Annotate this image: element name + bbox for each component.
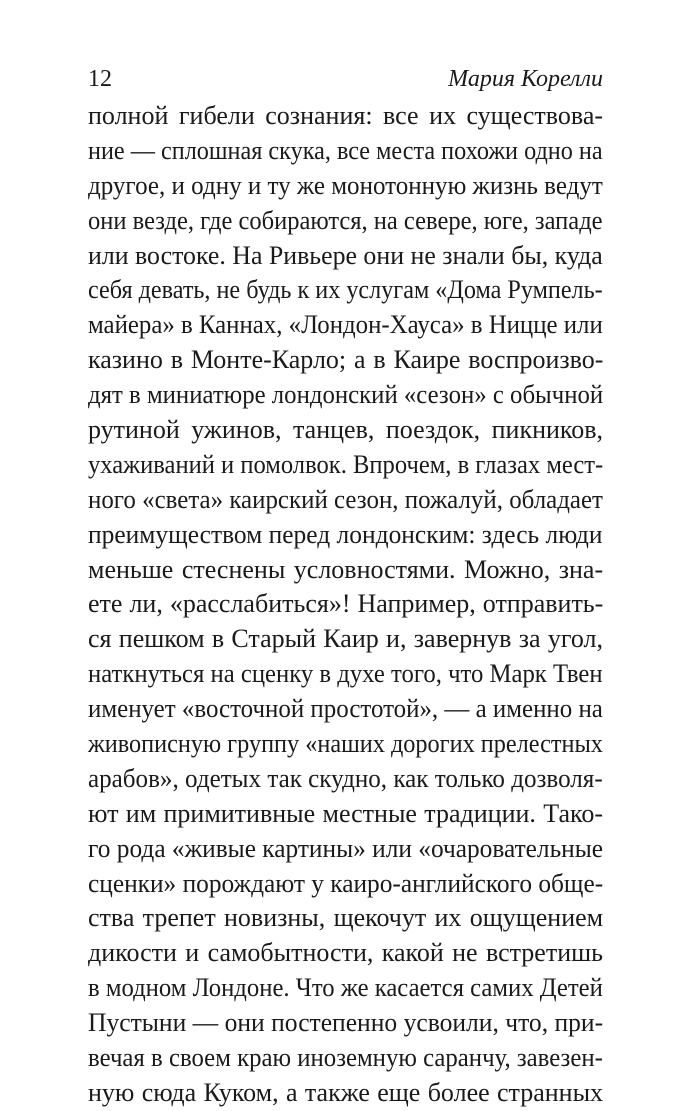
text-line: меньше стеснены условностями. Можно, зна- [88,554,604,584]
text-line: они везде, где собираются, на севере, юге, западе [88,205,603,235]
text-line: другое, и одну и ту же монотонную жизнь ведут [88,170,603,200]
page-number: 12 [88,66,112,92]
text-line: Пустыни — они постепенно усвоили, что, при- [88,1008,604,1038]
text-line: ние — сплошная скука, все места похожи одно на [88,135,603,165]
text-line: рутиной ужинов, танцев, поездок, пикников, [88,415,603,445]
text-line: казино в Монте-Карло; а в Каире воспроизво- [88,345,604,375]
text-line: вечая в своем краю иноземную саранчу, завезен- [88,1043,603,1073]
text-line: преимуществом перед лондонским: здесь люди [88,519,603,549]
body-text [88,99,603,1111]
text-line: ухаживаний и помолвок. Впрочем, в глазах мест- [88,449,604,479]
text-line: ете ли, «расслабиться»! Например, отправить- [88,589,604,619]
text-line: себя девать, не будь к их услугам «Дома Румпель- [88,275,603,305]
text-line: ную сюда Куком, а также еще более странных [88,1077,604,1107]
text-line: дят в миниатюре лондонский «сезон» с обычной [88,380,604,410]
text-line: наткнуться на сценку в духе того, что Марк Твен [88,659,603,689]
text-line: в модном Лондоне. Что же касается самих Детей [88,973,603,1003]
text-line: живописную группу «наших дорогих прелестных [88,729,603,759]
text-line: ют им примитивные местные традиции. Тако- [88,798,603,828]
running-title: Мария Корелли [448,66,603,92]
text-line: арабов», одетых так скудно, как только дозволя- [88,763,603,793]
text-line: го рода «живые картины» или «очаровательные [88,833,603,863]
text-line: дикости и самобытности, какой не встретишь [88,938,603,968]
text-line: сценки» порождают у каиро-английского обще- [88,868,604,898]
text-line: ного «света» каирский сезон, пожалуй, обладает [88,484,603,514]
running-head [88,64,603,94]
text-line: ся пешком в Старый Каир и, завернув за угол, [88,624,603,654]
text-line: полной гибели сознания: все их существова- [88,101,604,130]
text-line: майера» в Каннах, «Лондон-Хауса» в Ницце или [88,310,603,340]
text-line: ства трепет новизны, щекочут их ощущением [88,903,604,933]
text-line: именует «восточной простотой», — а именно на [88,694,603,724]
text-line: или востоке. На Ривьере они не знали бы, куда [88,240,603,270]
